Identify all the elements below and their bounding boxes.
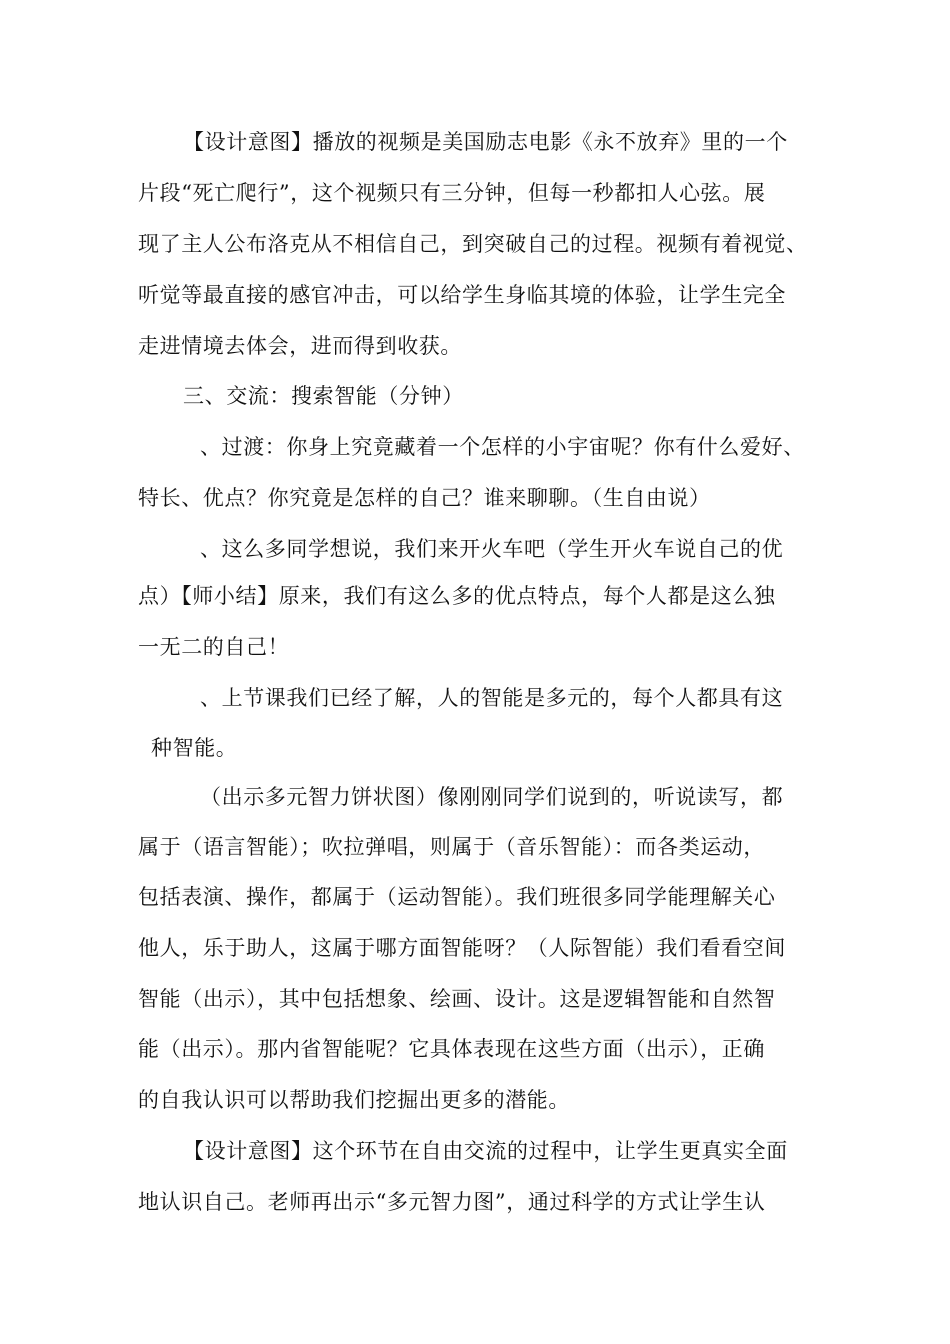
paragraph-line: 【设计意图】播放的视频是美国励志电影《永不放弃》里的一个 bbox=[183, 130, 788, 154]
paragraph-line: 智能（出示），其中包括想象、绘画、设计。这是逻辑智能和自然智 bbox=[138, 987, 776, 1011]
paragraph-line: 点）【师小结】原来，我们有这么多的优点特点，每个人都是这么独 bbox=[138, 584, 776, 608]
paragraph-line: 片段“死亡爬行”，这个视频只有三分钟，但每一秒都扣人心弦。展 bbox=[138, 181, 766, 205]
section-heading: 三、交流：搜索智能（分钟） bbox=[183, 384, 464, 408]
paragraph-line: 特长、优点？你究竟是怎样的自己？谁来聊聊。（生自由说） bbox=[138, 486, 711, 510]
paragraph-line: 走进情境去体会，进而得到收获。 bbox=[138, 334, 462, 358]
paragraph-line: 包括表演、操作，都属于（运动智能）。我们班很多同学能理解关心 bbox=[138, 885, 776, 909]
paragraph-line: 种智能。 bbox=[151, 736, 238, 760]
paragraph-line: 一无二的自己！ bbox=[138, 635, 290, 659]
paragraph-line: 、过渡：你身上究竟藏着一个怎样的小宇宙呢？你有什么爱好、 bbox=[200, 435, 805, 459]
paragraph-line: 的自我认识可以帮助我们挖掘出更多的潜能。 bbox=[138, 1088, 570, 1112]
paragraph-line: 、这么多同学想说，我们来开火车吧（学生开火车说自己的优 bbox=[200, 537, 784, 561]
paragraph-line: 属于（语言智能）；吹拉弹唱，则属于（音乐智能）：而各类运动， bbox=[138, 835, 765, 859]
paragraph-line: 听觉等最直接的感官冲击，可以给学生身临其境的体验，让学生完全 bbox=[138, 283, 786, 307]
paragraph-line: 地认识自己。老师再出示“多元智力图”，通过科学的方式让学生认 bbox=[138, 1190, 766, 1214]
paragraph-line: 现了主人公布洛克从不相信自己，到突破自己的过程。视频有着视觉、 bbox=[138, 232, 808, 256]
paragraph-line: （出示多元智力饼状图）像刚刚同学们说到的，听说读写，都 bbox=[200, 785, 784, 809]
paragraph-line: 能（出示）。那内省智能呢？它具体表现在这些方面（出示），正确 bbox=[138, 1037, 765, 1061]
paragraph-line: 【设计意图】这个环节在自由交流的过程中，让学生更真实全面 bbox=[183, 1139, 788, 1163]
paragraph-line: 他人，乐于助人，这属于哪方面智能呀？（人际智能）我们看看空间 bbox=[138, 936, 786, 960]
paragraph-line: 、上节课我们已经了解，人的智能是多元的，每个人都具有这 bbox=[200, 686, 784, 710]
